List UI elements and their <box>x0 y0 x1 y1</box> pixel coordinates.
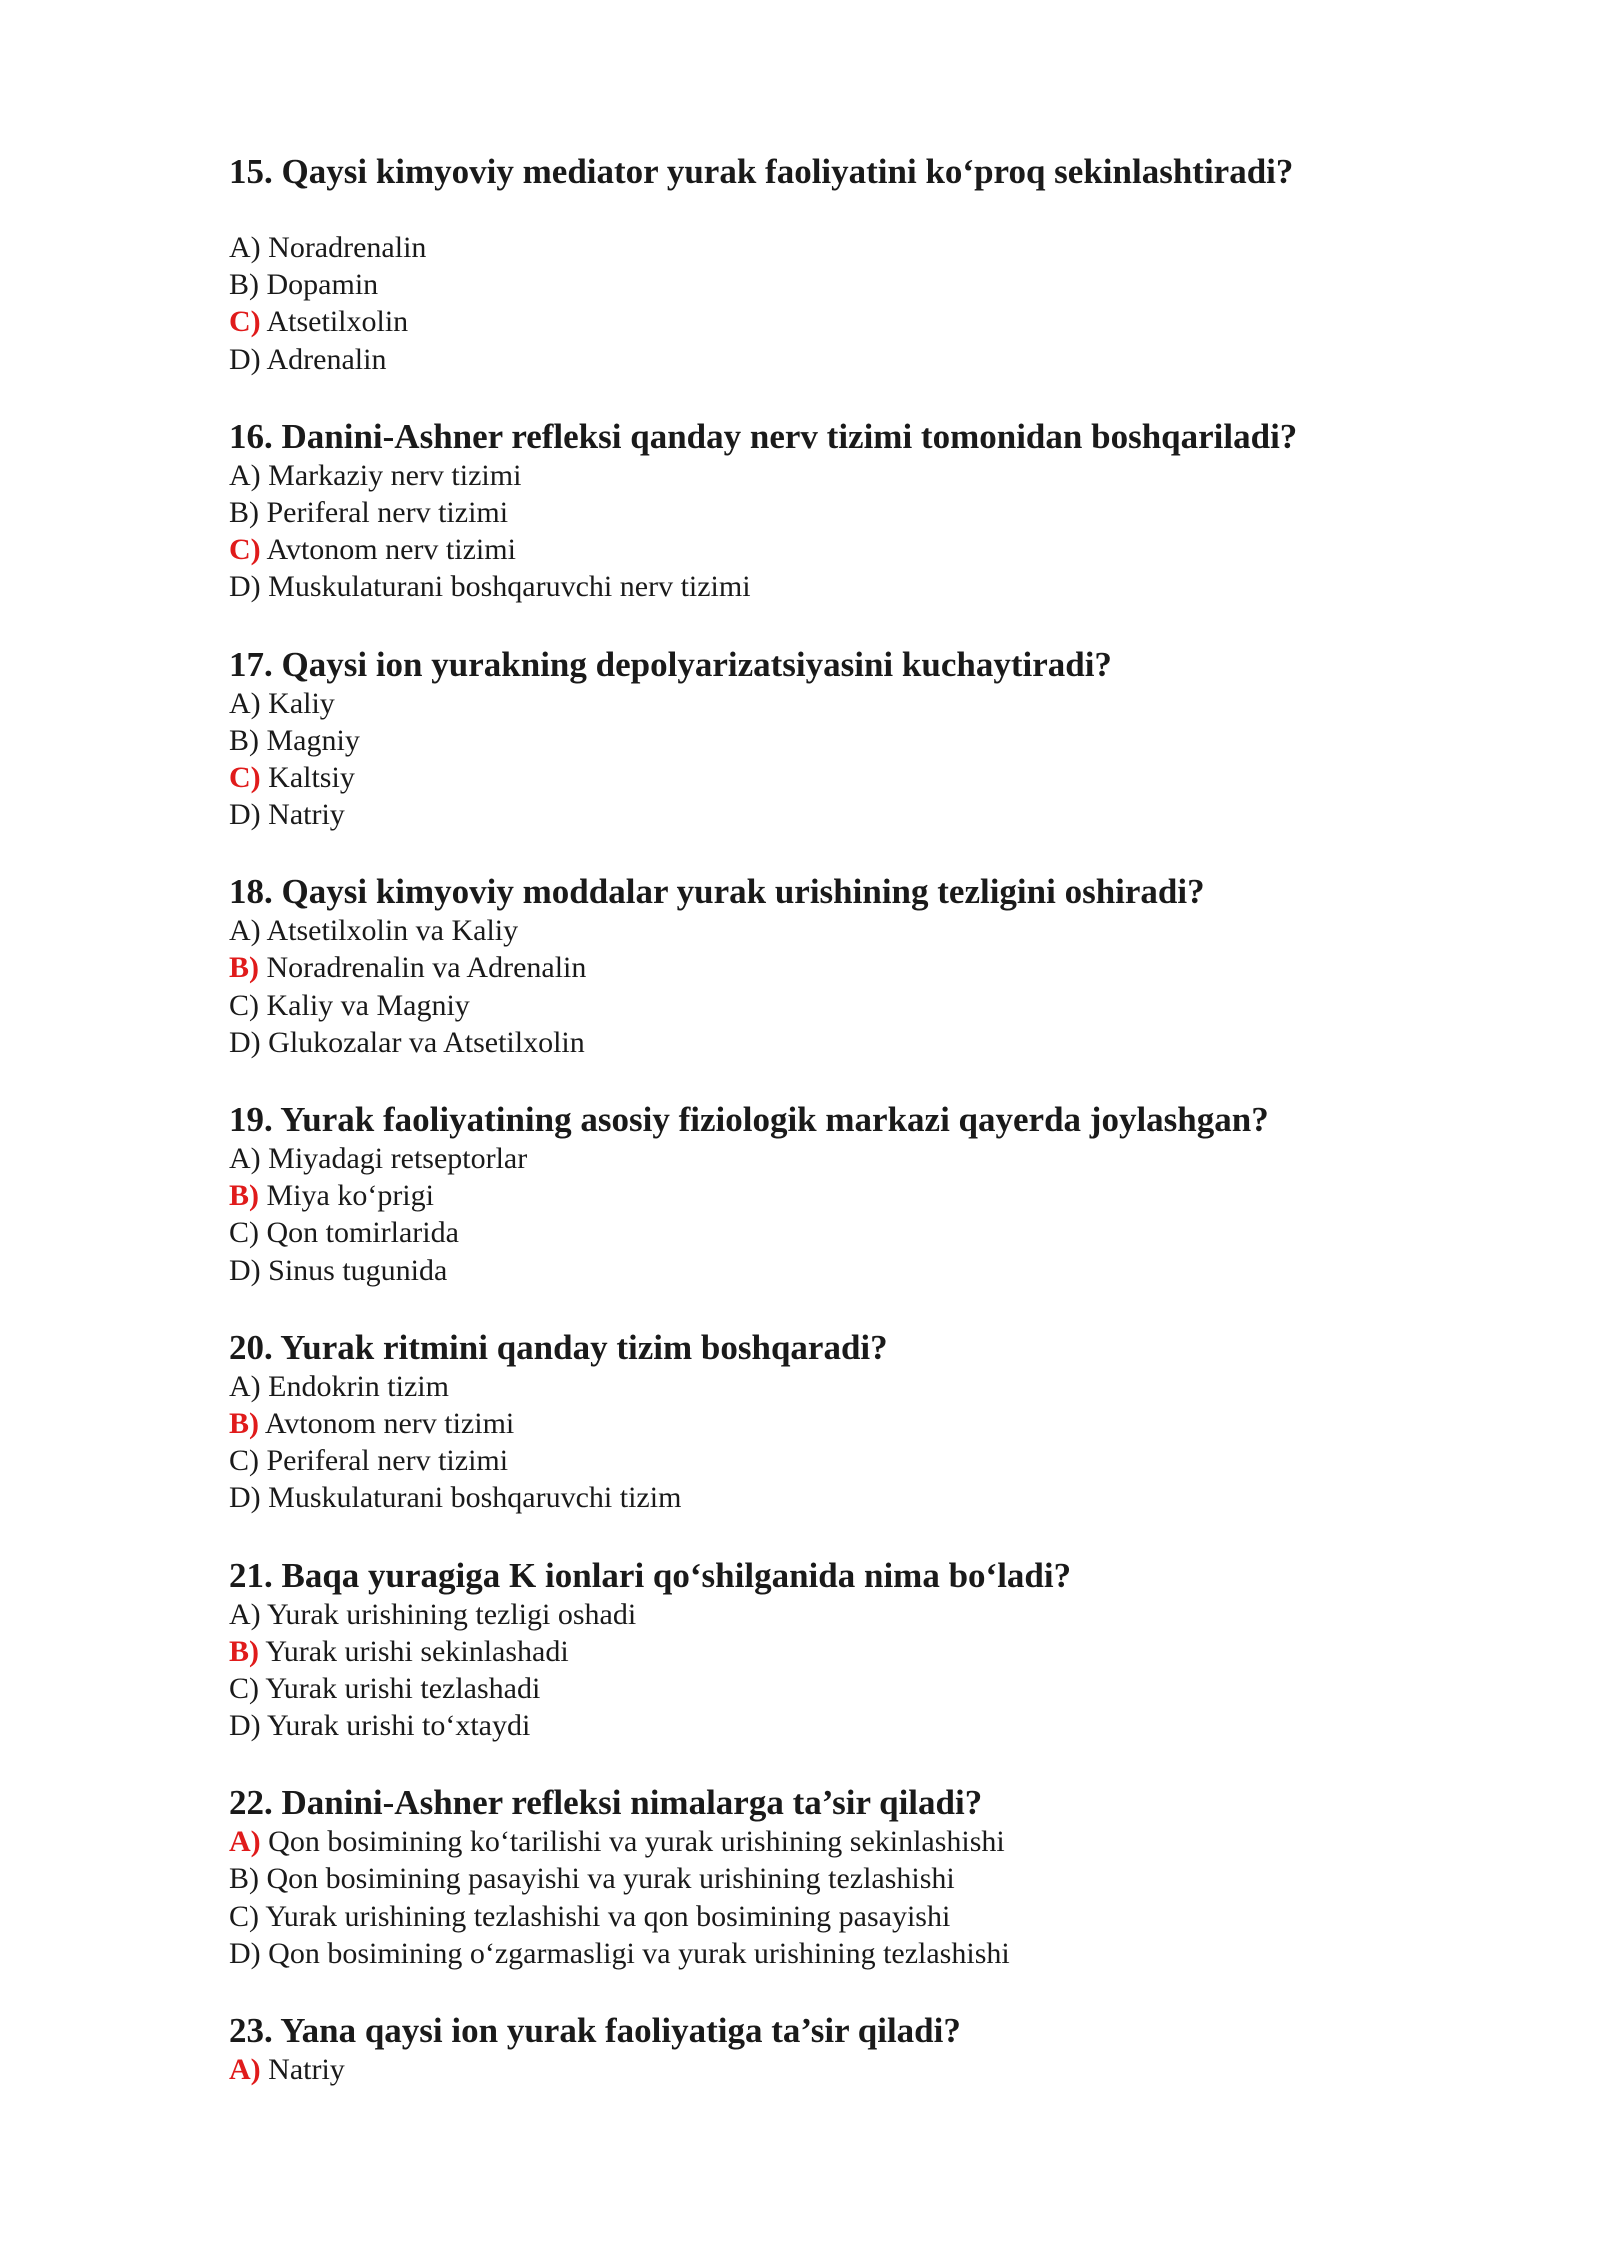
answer-option <box>229 303 1429 340</box>
question-block <box>229 417 1429 645</box>
question-list <box>229 152 1429 2088</box>
question-spacer <box>229 378 1429 417</box>
answer-option <box>229 494 1429 531</box>
answer-option <box>229 1633 1429 1670</box>
question-title: 20. Yurak ritmini qanday tizim boshqaradi? <box>229 1327 888 1367</box>
answer-option <box>229 1252 1429 1289</box>
answer-options <box>229 457 1429 606</box>
answer-letter: D) <box>229 1709 261 1743</box>
question-title: 16. Danini-Ashner refleksi qanday nerv tizimi tomonidan boshqariladi? <box>229 416 1298 456</box>
answer-option <box>229 1860 1429 1897</box>
answer-text: Periferal nerv tizimi <box>259 495 509 529</box>
answer-text: Qon bosimining ko‘tarilishi va yurak urishining sekinlashishi <box>260 1825 1005 1859</box>
answer-text: Miyadagi retseptorlar <box>260 1142 528 1175</box>
answer-letter: B) <box>229 1862 259 1896</box>
correct-answer-letter: A) <box>229 1825 261 1859</box>
answer-text: Yurak urishi tezlashadi <box>259 1671 541 1705</box>
answer-option <box>229 1823 1429 1860</box>
answer-options <box>229 2051 1429 2088</box>
answer-text: Adrenalin <box>260 342 387 376</box>
answer-option <box>229 266 1429 303</box>
answer-text: Yurak urishining tezligi oshadi <box>260 1597 637 1631</box>
answer-text: Yurak urishining tezlashishi va qon bosimining pasayishi <box>259 1899 951 1933</box>
answer-letter: D) <box>229 570 261 604</box>
answer-letter: A) <box>229 686 261 720</box>
answer-option <box>229 1935 1429 1972</box>
answer-text: Sinus tugunida <box>260 1253 448 1287</box>
question-title: 23. Yana qaysi ion yurak faoliyatiga ta’sir qiladi? <box>229 2011 961 2050</box>
answer-text: Qon bosimining pasayishi va yurak urishining tezlashishi <box>259 1862 955 1896</box>
answer-option <box>229 987 1429 1024</box>
answer-options <box>229 229 1429 378</box>
question-block <box>229 1328 1429 1556</box>
question-block <box>229 645 1429 873</box>
answer-option <box>229 1024 1429 1061</box>
question-title: 22. Danini-Ashner refleksi nimalarga ta’sir qiladi? <box>229 1783 983 1823</box>
answer-text: Muskulaturani boshqaruvchi nerv tizimi <box>260 570 751 604</box>
question-block <box>229 1100 1429 1328</box>
answer-text: Avtonom nerv tizimi <box>260 533 516 567</box>
answer-letter: C) <box>229 1671 259 1705</box>
answer-text: Glukozalar va Atsetilxolin <box>260 1025 585 1059</box>
answer-option <box>229 1442 1429 1479</box>
correct-answer-letter: B) <box>229 951 259 985</box>
answer-text: Noradrenalin va Adrenalin <box>259 951 587 985</box>
answer-text: Periferal nerv tizimi <box>259 1444 509 1478</box>
question-title: 17. Qaysi ion yurakning depolyarizatsiyasini kuchaytiradi? <box>229 644 1112 684</box>
question-spacer <box>229 1061 1429 1100</box>
correct-answer-letter: A) <box>229 2053 261 2086</box>
answer-text: Qon bosimining o‘zgarmasligi va yurak urishining tezlashishi <box>260 1936 1010 1970</box>
answer-option <box>229 912 1429 949</box>
question-block <box>229 1783 1429 2011</box>
question-spacer <box>229 1289 1429 1328</box>
answer-option <box>229 568 1429 605</box>
question-title: 15. Qaysi kimyoviy mediator yurak faoliyatini ko‘proq sekinlashtiradi? <box>229 152 1294 191</box>
answer-text: Natriy <box>260 798 345 832</box>
question-block <box>229 152 1429 417</box>
correct-answer-letter: B) <box>229 1634 259 1668</box>
correct-answer-letter: C) <box>229 305 261 339</box>
answer-option <box>229 1368 1429 1405</box>
answer-text: Qon tomirlarida <box>259 1216 459 1250</box>
answer-letter: D) <box>229 1481 261 1515</box>
answer-option <box>229 1140 1429 1177</box>
answer-text: Muskulaturani boshqaruvchi tizim <box>260 1481 682 1515</box>
answer-option <box>229 949 1429 986</box>
answer-text: Atsetilxolin <box>260 305 409 339</box>
answer-letter: D) <box>229 1253 261 1287</box>
answer-text: Endokrin tizim <box>260 1369 449 1403</box>
answer-letter: A) <box>229 1142 261 1175</box>
question-spacer <box>229 1517 1429 1556</box>
answer-text: Avtonom nerv tizimi <box>259 1406 515 1440</box>
answer-options <box>229 1368 1429 1517</box>
answer-option <box>229 796 1429 833</box>
answer-option <box>229 685 1429 722</box>
answer-option <box>229 1596 1429 1633</box>
answer-text: Atsetilxolin va Kaliy <box>260 914 519 948</box>
question-spacer <box>229 833 1429 872</box>
answer-letter: D) <box>229 1025 261 1059</box>
answer-letter: B) <box>229 495 259 529</box>
correct-answer-letter: B) <box>229 1406 259 1440</box>
answer-text: Noradrenalin <box>260 231 427 264</box>
question-spacer <box>229 1972 1429 2011</box>
correct-answer-letter: C) <box>229 533 261 567</box>
answer-letter: C) <box>229 988 259 1022</box>
answer-letter: B) <box>229 723 259 757</box>
answer-text: Dopamin <box>259 268 379 302</box>
answer-options <box>229 1596 1429 1745</box>
answer-letter: A) <box>229 1597 261 1631</box>
answer-option <box>229 722 1429 759</box>
question-title: 18. Qaysi kimyoviy moddalar yurak urishining tezligini oshiradi? <box>229 872 1205 912</box>
answer-letter: C) <box>229 1216 259 1250</box>
answer-text: Kaliy <box>260 686 335 720</box>
question-title: 21. Baqa yuragiga K ionlari qo‘shilganida nima bo‘ladi? <box>229 1555 1072 1595</box>
answer-letter: D) <box>229 1936 261 1970</box>
correct-answer-letter: C) <box>229 760 261 794</box>
answer-text: Yurak urishi sekinlashadi <box>259 1634 569 1668</box>
question-spacer <box>229 606 1429 645</box>
question-title: 19. Yurak faoliyatining asosiy fiziologik markazi qayerda joylashgan? <box>229 1100 1269 1139</box>
answer-option <box>229 759 1429 796</box>
answer-text: Miya ko‘prigi <box>259 1179 434 1213</box>
answer-option <box>229 457 1429 494</box>
answer-option <box>229 1479 1429 1516</box>
answer-option <box>229 1670 1429 1707</box>
answer-text: Markaziy nerv tizimi <box>260 458 522 492</box>
answer-options <box>229 1823 1429 1972</box>
answer-option <box>229 1898 1429 1935</box>
answer-option <box>229 1214 1429 1251</box>
answer-options <box>229 912 1429 1061</box>
answer-letter: A) <box>229 1369 261 1403</box>
question-block <box>229 1556 1429 1784</box>
answer-letter: D) <box>229 798 261 832</box>
question-block <box>229 872 1429 1100</box>
answer-option <box>229 1177 1429 1214</box>
answer-letter: A) <box>229 231 261 264</box>
answer-option <box>229 2051 1429 2088</box>
answer-options <box>229 1140 1429 1289</box>
answer-letter: A) <box>229 458 261 492</box>
question-spacer <box>229 1744 1429 1783</box>
answer-letter: C) <box>229 1444 259 1478</box>
answer-option <box>229 229 1429 266</box>
answer-text: Magniy <box>259 723 360 757</box>
answer-option <box>229 1405 1429 1442</box>
answer-text: Kaltsiy <box>260 760 355 794</box>
correct-answer-letter: B) <box>229 1179 259 1213</box>
answer-letter: A) <box>229 914 261 948</box>
answer-letter: C) <box>229 1899 259 1933</box>
answer-text: Natriy <box>260 2053 345 2086</box>
answer-option <box>229 1707 1429 1744</box>
answer-letter: B) <box>229 268 259 302</box>
answer-text: Yurak urishi to‘xtaydi <box>260 1709 531 1743</box>
answer-options <box>229 685 1429 834</box>
question-block <box>229 2011 1429 2088</box>
answer-option <box>229 341 1429 378</box>
answer-text: Kaliy va Magniy <box>259 988 470 1022</box>
answer-option <box>229 531 1429 568</box>
answer-letter: D) <box>229 342 261 376</box>
